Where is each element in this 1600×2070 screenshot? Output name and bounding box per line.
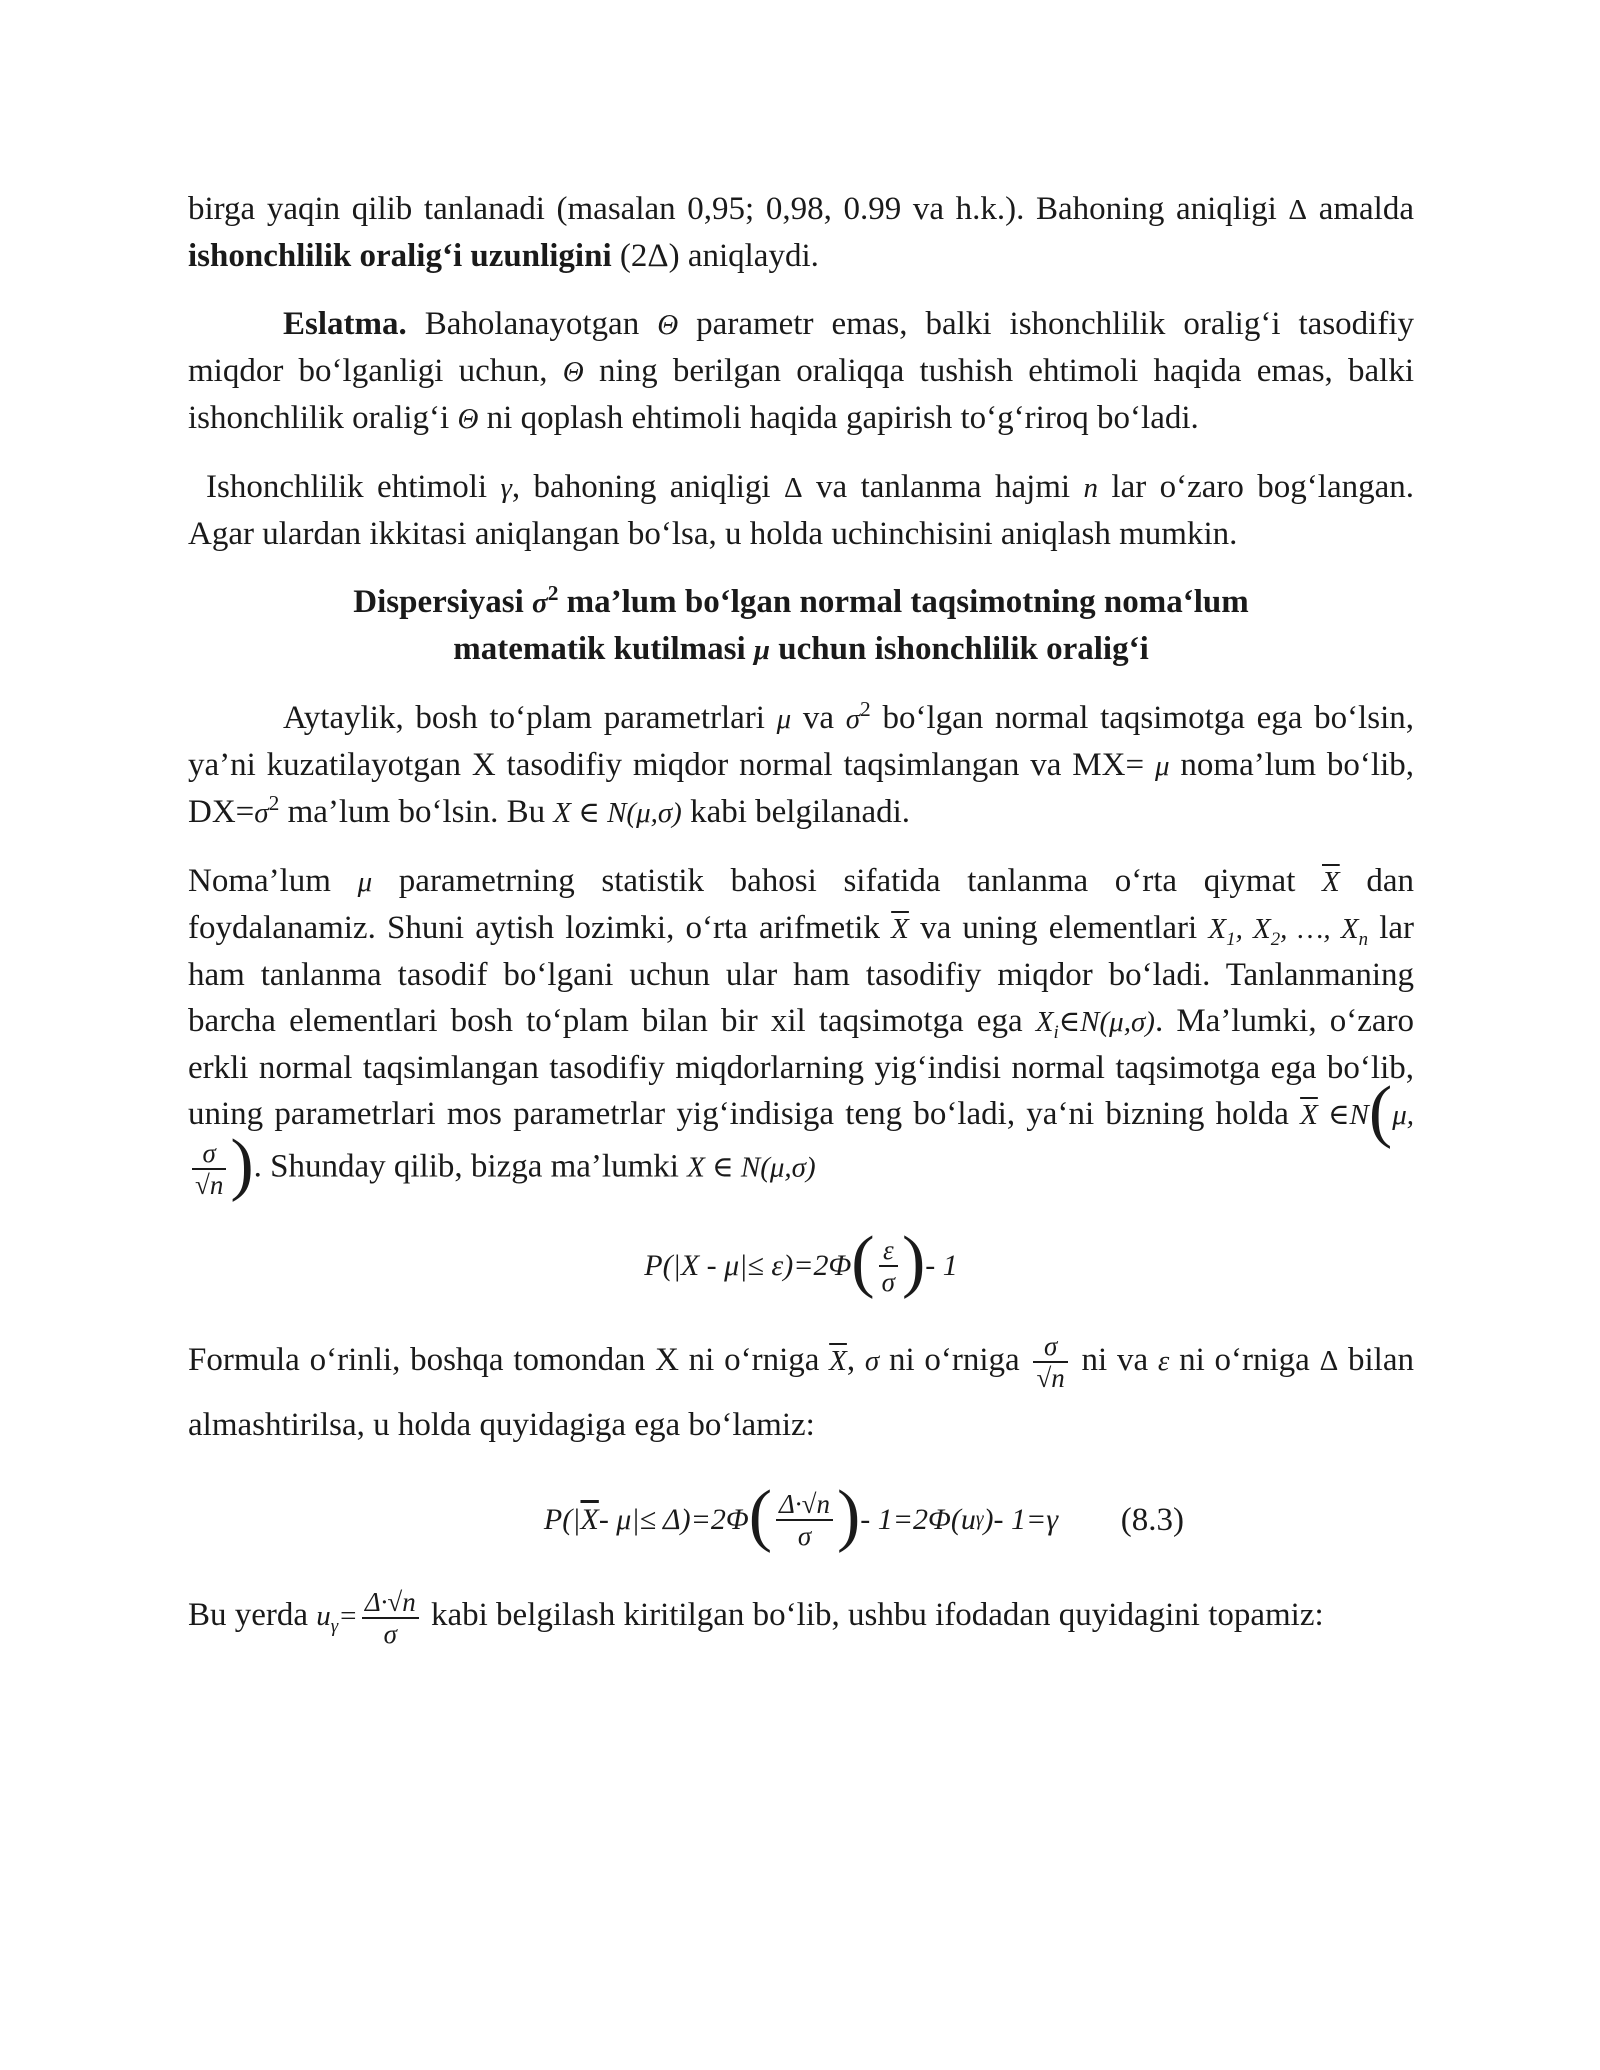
formula-probability: P(|X - μ|≤ ε)=2Φ ( $\frac{\varepsilon}{\sigma}$ ) - 1 [644, 1223, 958, 1300]
paragraph-estimate: Noma’lum μ parametrning statistik bahosi sifatida tanlanma o‘rta qiymat $\overline{X}$ dan foydalanamiz. Shuni aytish lozimki, o‘rta arifmetik $\overline{X}$ va uning elementlari $X_1$, $X_2$, …, $X_n$ lar ham tanlanma tasodif bo‘lgani uchun ular ham tasodifiy miqdor bo‘ladi. Tanlanmaning barcha elementlari bosh to‘plam bilan bir xil taqsimotga ega $X_i\in N(\mu,\sigma)$. Ma’lumki, o‘zaro erkli normal taqsimlangan tasodifiy miqdorlarning yig‘indisi normal taqsimotga ega bo‘lib, uning parametrlari mos parametrlar yig‘indisiga teng bo‘ladi, ya‘ni bizning holda $\overline{X}$ ∈N(μ, $\frac{\sigma}{√n}$ ). Shunday qilib, bizga ma’lumki X ∈ N(μ,σ) [188, 863, 1415, 1203]
section-heading: Dispersiyasi $\sigma^2$ ma’lum bo‘lgan normal taqsimotning noma‘lum matematik kutilmasi μ uchun ishonchlilik oralig‘i [353, 581, 1249, 667]
paragraph-suppose: Aytaylik, bosh to‘plam parametrlari μ va $\sigma^2$ bo‘lgan normal taqsimotga ega bo‘lsin, ya’ni kuzatilayotgan X tasodifiy miqdor normal taqsimlangan va MX= μ noma’lum bo‘lib, $DX=\sigma^2$ ma’lum bo‘lsin. Bu X ∈ N(μ,σ) kabi belgilanadi. [188, 697, 1415, 830]
paragraph-accuracy: birga yaqin qilib tanlanadi (masalan 0,95; 0,98, 0.99 va h.k.). Bahoning aniqligi Δ amalda ishonchlilik oralig‘i uzunligini (2Δ) aniqlaydi. [188, 191, 1414, 274]
equation-number: (8.3) [1120, 1502, 1184, 1539]
document-page [188, 186, 1414, 1649]
formula-8-3: P(| $\overline{X}$ - μ|≤ Δ)=2Φ ( $\frac{\Delta\cdot√n}{\sigma}$ ) - 1=2Φ(u γ )- 1=γ (8.3) [543, 1477, 1184, 1555]
paragraph-notation: Bu yerda $u_\gamma=$ $\frac{\Delta\cdot√n}{\sigma}$ kabi belgilash kiritilgan bo‘lib, ushbu ifodadan quyidagini topamiz: [188, 1586, 1324, 1649]
paragraph-substitution: Formula o‘rinli, boshqa tomondan X ni o‘rniga $\overline{X}$, σ ni o‘rniga $\frac{\sigma}{√n}$ ni va ε ni o‘rniga Δ bilan almashtirilsa, u holda quyidagiga ega bo‘lamiz: [188, 1331, 1414, 1444]
fraction-sigma-sqrt-n: $\frac{\sigma}{√n}$ [192, 1138, 226, 1200]
paragraph-note: Eslatma. Baholanayotgan Θ parametr emas, balki ishonchlilik oralig‘i tasodifiy miqdor bo‘lganligi uchun, Θ ning berilgan oraliqqa tushish ehtimoli haqida emas, balki ishonchlilik oralig‘i Θ ni qoplash ehtimoli haqida gapirish to‘g‘riroq bo‘ladi. [188, 306, 1414, 436]
paragraph-relation: Ishonchlilik ehtimoli γ, bahoning aniqligi Δ va tanlanma hajmi n lar o‘zaro bog‘langan. Agar ulardan ikkitasi aniqlangan bo‘lsa, u holda uchinchisini aniqlash mumkin. [188, 469, 1414, 552]
